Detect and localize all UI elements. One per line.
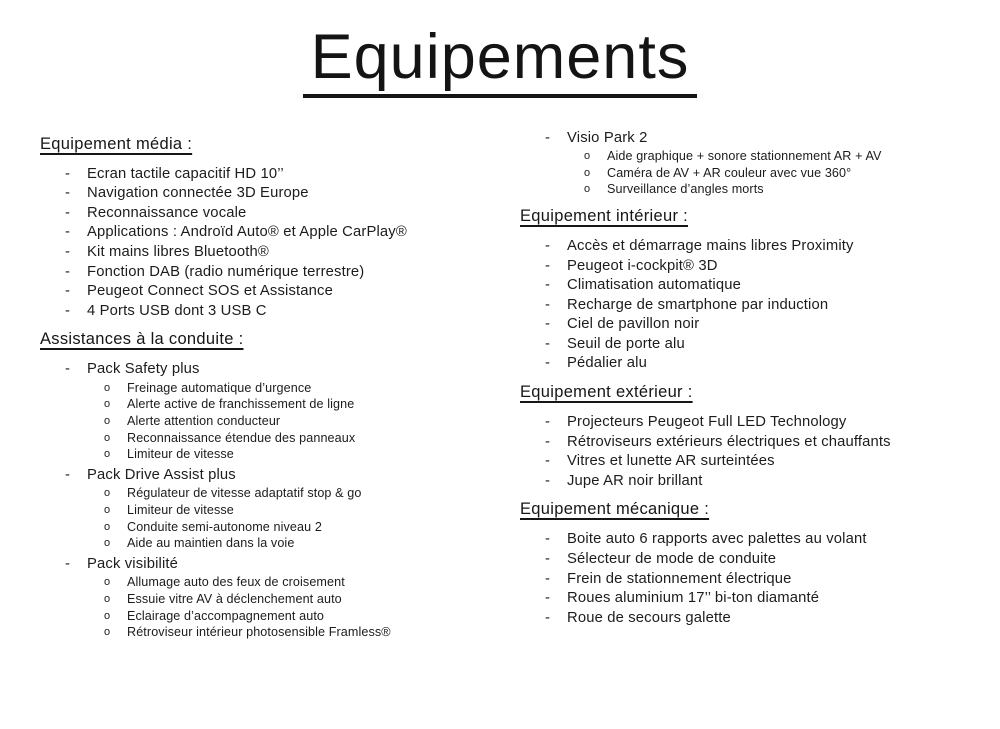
list-sub-item — [40, 624, 520, 641]
list-item — [520, 550, 936, 570]
dash-bullet: - — [545, 609, 551, 626]
list-item — [520, 413, 936, 433]
dash-bullet: - — [545, 129, 551, 146]
list-item — [40, 243, 520, 263]
dash-bullet: - — [65, 224, 71, 241]
list-item-text: Reconnaissance étendue des panneaux — [127, 430, 356, 445]
dash-bullet: - — [545, 414, 551, 431]
dash-bullet: - — [65, 185, 71, 202]
dash-bullet: - — [65, 466, 71, 483]
list-item-text: 4 Ports USB dont 3 USB C — [87, 302, 267, 319]
list-item-text: Limiteur de vitesse — [127, 447, 234, 462]
list-item — [40, 302, 520, 322]
list-item-text: Limiteur de vitesse — [127, 503, 234, 518]
list-item — [40, 184, 520, 204]
list-item — [40, 282, 520, 302]
list-item-text: Alerte active de franchissement de ligne — [127, 397, 355, 412]
list-item-text: Surveillance d’angles morts — [607, 182, 764, 197]
list-item-text: Alerte attention conducteur — [127, 414, 281, 429]
dash-bullet: - — [545, 453, 551, 470]
list-sub-item — [40, 380, 520, 397]
list-item — [520, 296, 936, 316]
list-item-text: Boite auto 6 rapports avec palettes au volant — [567, 531, 867, 548]
circle-bullet: o — [104, 415, 111, 428]
list-item — [520, 335, 936, 355]
list-item-text: Accès et démarrage mains libres Proximity — [567, 237, 854, 254]
dash-bullet: - — [545, 257, 551, 274]
dash-bullet: - — [545, 237, 551, 254]
list-item-text: Applications : Androïd Auto® et Apple CarPlay® — [87, 224, 407, 241]
list-sub-item — [40, 519, 520, 536]
circle-bullet: o — [104, 626, 111, 639]
list-sub-item — [40, 502, 520, 519]
list-item-text: Seuil de porte alu — [567, 335, 685, 352]
list-item-text: Jupe AR noir brillant — [567, 472, 703, 489]
circle-bullet: o — [104, 398, 111, 411]
dash-bullet: - — [545, 472, 551, 489]
circle-bullet: o — [104, 537, 111, 550]
list-item-text: Ecran tactile capacitif HD 10’’ — [87, 165, 284, 182]
list-item — [520, 237, 936, 257]
list-item-text: Pack visibilité — [87, 555, 179, 572]
content-columns — [0, 124, 1000, 641]
list-item — [40, 360, 520, 380]
section — [40, 329, 520, 641]
dash-bullet: - — [65, 165, 71, 182]
section-heading: Assistances à la conduite : — [40, 330, 244, 349]
list-item — [520, 570, 936, 590]
circle-bullet: o — [104, 520, 111, 533]
list-item-text: Climatisation automatique — [567, 277, 742, 294]
list-sub-item — [40, 446, 520, 463]
circle-bullet: o — [584, 150, 591, 163]
list-item-text: Rétroviseurs extérieurs électriques et chauffants — [567, 433, 891, 450]
list-item-text: Caméra de AV + AR couleur avec vue 360° — [607, 165, 852, 180]
list-item — [40, 223, 520, 243]
list-item-text: Reconnaissance vocale — [87, 204, 247, 221]
list-item-text: Kit mains libres Bluetooth® — [87, 243, 269, 260]
list-item-text: Rétroviseur intérieur photosensible Framless® — [127, 625, 391, 640]
section — [520, 499, 936, 628]
list-item-text: Roue de secours galette — [567, 609, 731, 626]
list-item — [40, 555, 520, 575]
circle-bullet: o — [104, 576, 111, 589]
list-item-text: Aide graphique + sonore stationnement AR + AV — [607, 149, 882, 164]
circle-bullet: o — [104, 487, 111, 500]
list-item — [520, 433, 936, 453]
dash-bullet: - — [545, 277, 551, 294]
section — [40, 134, 520, 322]
list-item-text: Essuie vitre AV à déclenchement auto — [127, 592, 342, 607]
list-item-text: Projecteurs Peugeot Full LED Technology — [567, 414, 847, 431]
list-item-text: Sélecteur de mode de conduite — [567, 551, 777, 568]
circle-bullet: o — [104, 504, 111, 517]
list-item-text: Visio Park 2 — [567, 129, 648, 146]
list-sub-item — [520, 165, 936, 182]
section — [520, 382, 936, 491]
list-item-text: Navigation connectée 3D Europe — [87, 185, 309, 202]
list-item-text: Recharge de smartphone par induction — [567, 296, 829, 313]
dash-bullet: - — [65, 263, 71, 280]
list-item — [40, 466, 520, 486]
list-item-text: Régulateur de vitesse adaptatif stop & go — [127, 486, 362, 501]
list-item — [520, 315, 936, 335]
list-item — [520, 472, 936, 492]
list-item-text: Vitres et lunette AR surteintées — [567, 453, 775, 470]
dash-bullet: - — [545, 355, 551, 372]
list-item — [520, 257, 936, 277]
section — [520, 129, 936, 198]
dash-bullet: - — [65, 361, 71, 378]
dash-bullet: - — [65, 243, 71, 260]
list-sub-item — [40, 430, 520, 447]
list-sub-item — [520, 181, 936, 198]
circle-bullet: o — [584, 166, 591, 179]
dash-bullet: - — [65, 302, 71, 319]
section-heading: Equipement média : — [40, 134, 193, 153]
column-right — [520, 124, 990, 629]
list-item-text: Fonction DAB (radio numérique terrestre) — [87, 263, 365, 280]
list-item-text: Allumage auto des feux de croisement — [127, 575, 345, 590]
list-item — [40, 165, 520, 185]
circle-bullet: o — [584, 183, 591, 196]
section-heading: Equipement mécanique : — [520, 500, 710, 519]
list-item-text: Eclairage d’accompagnement auto — [127, 608, 325, 623]
dash-bullet: - — [545, 531, 551, 548]
list-sub-item — [40, 574, 520, 591]
list-item — [520, 129, 936, 149]
list-item-text: Peugeot Connect SOS et Assistance — [87, 283, 333, 300]
dash-bullet: - — [65, 283, 71, 300]
list-item-text: Aide au maintien dans la voie — [127, 536, 295, 551]
section-heading: Equipement extérieur : — [520, 383, 693, 402]
list-sub-item — [40, 535, 520, 552]
circle-bullet: o — [104, 381, 111, 394]
section-heading: Equipement intérieur : — [520, 206, 689, 225]
list-item — [520, 589, 936, 609]
section — [520, 206, 936, 374]
dash-bullet: - — [65, 555, 71, 572]
list-item — [520, 354, 936, 374]
list-sub-item — [40, 413, 520, 430]
list-item — [40, 204, 520, 224]
dash-bullet: - — [65, 204, 71, 221]
dash-bullet: - — [545, 551, 551, 568]
dash-bullet: - — [545, 296, 551, 313]
list-sub-item — [40, 591, 520, 608]
column-left — [40, 124, 520, 641]
list-item-text: Conduite semi-autonome niveau 2 — [127, 519, 322, 534]
list-item-text: Freinage automatique d’urgence — [127, 380, 312, 395]
list-item — [520, 530, 936, 550]
list-sub-item — [520, 148, 936, 165]
list-item-text: Frein de stationnement électrique — [567, 570, 792, 587]
page-title: Equipements — [303, 22, 698, 98]
list-item — [520, 276, 936, 296]
circle-bullet: o — [104, 431, 111, 444]
list-item — [520, 609, 936, 629]
list-sub-item — [40, 396, 520, 413]
list-item-text: Ciel de pavillon noir — [567, 316, 700, 333]
dash-bullet: - — [545, 316, 551, 333]
title-area — [0, 22, 1000, 98]
list-sub-item — [40, 485, 520, 502]
list-sub-item — [40, 608, 520, 625]
list-item-text: Pack Drive Assist plus — [87, 466, 236, 483]
list-item-text: Roues aluminium 17’’ bi-ton diamanté — [567, 590, 820, 607]
list-item-text: Peugeot i-cockpit® 3D — [567, 257, 718, 274]
dash-bullet: - — [545, 570, 551, 587]
list-item — [520, 452, 936, 472]
list-item-text: Pédalier alu — [567, 355, 647, 372]
circle-bullet: o — [104, 448, 111, 461]
dash-bullet: - — [545, 335, 551, 352]
circle-bullet: o — [104, 593, 111, 606]
circle-bullet: o — [104, 609, 111, 622]
dash-bullet: - — [545, 590, 551, 607]
dash-bullet: - — [545, 433, 551, 450]
list-item-text: Pack Safety plus — [87, 361, 200, 378]
list-item — [40, 263, 520, 283]
